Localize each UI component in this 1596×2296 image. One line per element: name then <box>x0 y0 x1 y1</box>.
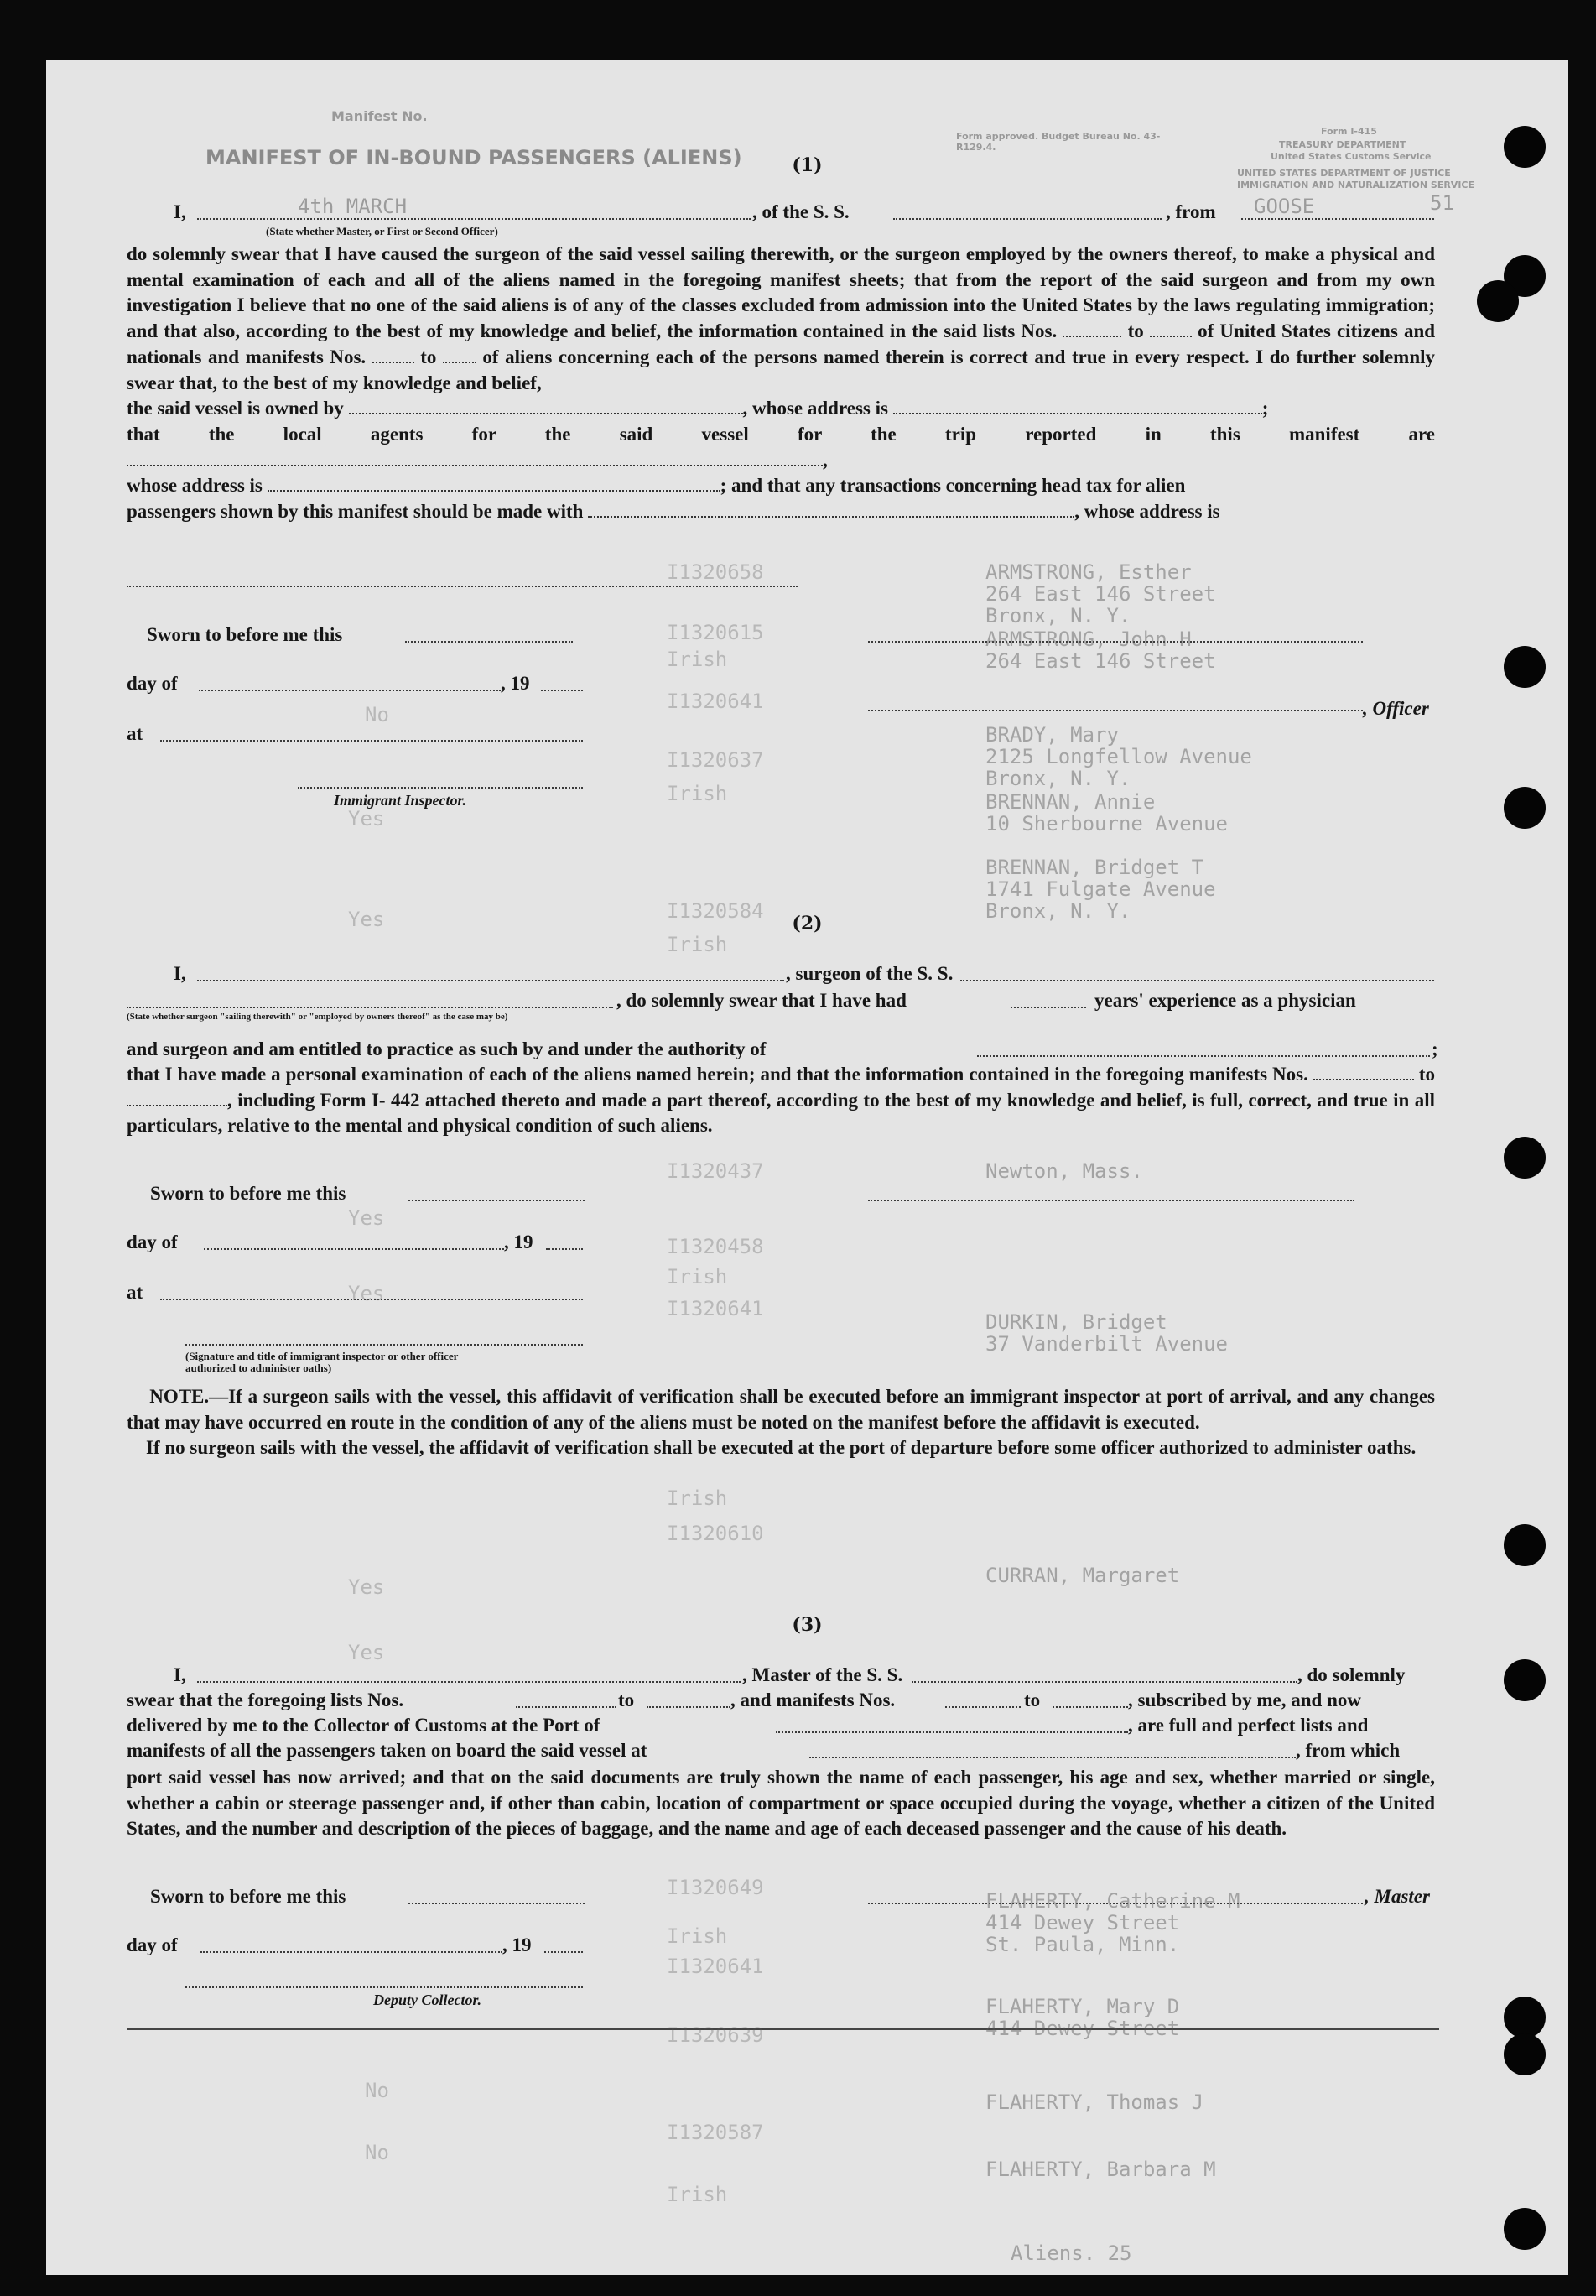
s2-authority: and surgeon and am entitled to practice as such by and under the authority of <box>127 1039 767 1059</box>
s3-year: , 19 <box>502 1934 532 1955</box>
s2-year-line <box>546 1248 583 1250</box>
s1-body-text: do solemnly swear that I have caused the surgeon of the said vessel sailing therewith, or the surgeon employed by the owners thereof, to make a physical and mental examination of each and all of the aliens named in the foregoing manifest sheets; that from the report of the said surgeon and from my own investigation I believe that no one of the said aliens is of any of the classes excluded from admission into the United States by the laws regulating immigration; and that also, according to the best of my knowledge and belief, the information contained in the said lists Nos. <box>127 243 1435 342</box>
bleed-answer: Yes <box>348 908 385 931</box>
s3-name-line <box>197 1681 741 1683</box>
s2-to: to <box>1418 1064 1436 1085</box>
bleed-number: I1320649 <box>667 1876 764 1899</box>
s3-to2-line <box>1053 1706 1128 1708</box>
s3-ship-line <box>912 1681 1297 1683</box>
s3-from: , from which <box>1296 1740 1401 1761</box>
bleed-nationality: Irish <box>667 933 728 956</box>
punch-hole <box>1504 787 1546 829</box>
s3-body: port said vessel has now arrived; and that on the said documents are truly shown the name of each passenger, his age and sex, whether married or single, whether a cabin or steerage passenger and, if other than cabin, location of compartment or space occupied during the voyage, whether a citizen of the United States, and the number and description of the pieces of baggage, and the name and age of each deceased passenger and the cause of his death. <box>127 1767 1435 1840</box>
s2-note-text: —If a surgeon sails with the vessel, this affidavit of verification shall be executed before an immigrant inspector at port of arrival, and any changes that may have occurred en route in the condition of any of the aliens must be noted on the manifest before the affidavit is executed. <box>127 1386 1435 1433</box>
s3-lists: swear that the foregoing lists Nos. <box>127 1689 404 1710</box>
s3-sworn-line <box>408 1903 585 1904</box>
s3-lists-line <box>516 1706 616 1708</box>
s3-master: , Master of the S. S. <box>742 1664 903 1685</box>
s1-owned: the said vessel is owned by <box>127 398 344 419</box>
s1-year: , 19 <box>501 673 530 694</box>
punch-hole <box>1504 1997 1546 2038</box>
section-3-number: (3) <box>792 1614 823 1636</box>
bleed-line: 10 Sherbourne Avenue <box>985 812 1228 836</box>
s1-officer-line <box>868 710 1363 711</box>
bleed-line: St. Paula, Minn. <box>985 1933 1180 1956</box>
s3-delivered: delivered by me to the Collector of Customs at the Port of <box>127 1715 600 1736</box>
bleed-line: FLAHERTY, Catherine M <box>985 1889 1240 1913</box>
bleed-line: BRENNAN, Annie <box>985 790 1156 814</box>
s1-to: to <box>1127 320 1144 342</box>
manifest-number: Manifest No. <box>331 108 428 124</box>
customs-service: United States Customs Service <box>1271 151 1432 162</box>
bleed-answer: No <box>365 703 389 726</box>
s1-citizens: of United States citizens and nationals and manifests Nos. <box>127 320 1436 367</box>
s1-of-ss: , of the S. S. <box>752 201 850 222</box>
s3-full: , are full and perfect lists and <box>1128 1715 1369 1736</box>
s1-year-line <box>541 690 583 691</box>
bleed-number: I1320610 <box>667 1522 764 1545</box>
s3-subscribed: , subscribed by me, and now <box>1128 1689 1361 1710</box>
manifest-page <box>46 60 1568 2275</box>
s2-authority-line <box>977 1055 1430 1057</box>
bleed-number: I1320637 <box>667 748 764 772</box>
bleed-number: I1320641 <box>667 1297 764 1320</box>
s3-deputy: Deputy Collector. <box>373 1991 481 2008</box>
s3-to2: to <box>1024 1689 1041 1710</box>
bleed-answer: No <box>365 2079 389 2102</box>
s2-swear: , do solemnly swear that I have had <box>616 990 907 1011</box>
s1-from-line <box>1241 218 1434 220</box>
s2-note2: If no surgeon sails with the vessel, the affidavit of verification shall be executed at the port of departure before some officer authorized to administer oaths. <box>146 1437 1417 1459</box>
s3-i: I, <box>174 1664 186 1685</box>
s1-at-line <box>160 740 583 742</box>
bleed-line: 414 Dewey Street <box>985 2017 1180 2040</box>
s1-ship-line <box>893 218 1162 220</box>
form-title: MANIFEST OF IN-BOUND PASSENGERS (ALIENS) <box>205 146 742 169</box>
s2-body <box>127 1062 1435 1139</box>
bleed-number: I1320437 <box>667 1159 764 1183</box>
s2-day-of: day of <box>127 1231 178 1252</box>
bleed-line: 264 East 146 Street <box>985 649 1216 673</box>
bleed-number: I1320615 <box>667 621 764 644</box>
s1-transactions: ; and that any transactions concerning head tax for alien <box>720 475 1186 497</box>
bleed-nationality: Irish <box>667 1486 728 1510</box>
s3-taken: manifests of all the passengers taken on board the said vessel at <box>127 1740 647 1761</box>
s2-sworn: Sworn to before me this <box>150 1183 346 1204</box>
bleed-nationality: Irish <box>667 648 728 671</box>
punch-hole <box>1504 1659 1546 1701</box>
s1-whose3: , whose address is <box>1074 501 1220 523</box>
bleed-line: ARMSTRONG, Esther <box>985 560 1192 584</box>
s3-taken-line <box>809 1757 1296 1758</box>
bleed-line: CURRAN, Margaret <box>985 1564 1180 1587</box>
bleed-line: DURKIN, Bridget <box>985 1310 1167 1334</box>
form-id: Form I-415 <box>1321 126 1377 137</box>
punch-hole <box>1504 646 1546 688</box>
s3-sworn: Sworn to before me this <box>150 1886 346 1907</box>
s2-type-line <box>127 1007 613 1008</box>
bleed-answer: Yes <box>348 1282 385 1305</box>
s1-inspector-line <box>298 787 583 789</box>
punch-hole <box>1504 2033 1546 2075</box>
s2-semicolon: ; <box>1432 1039 1438 1059</box>
s2-including: , including Form I- 442 attached thereto and made a part thereof, according to the best of my knowledge and belief, is full, correct, and true in all particulars, relative to the mental and physical condition of such aliens. <box>127 1089 1435 1137</box>
bleed-number: I1320584 <box>667 899 764 923</box>
bleed-nationality: Irish <box>667 1265 728 1289</box>
s1-caption: (State whether Master, or First or Second Officer) <box>266 225 498 237</box>
s2-ship-line <box>960 980 1434 981</box>
bleed-line: Newton, Mass. <box>985 1159 1143 1183</box>
s1-agents: that the local agents for the said vessel for the trip reported in this manifest are <box>127 423 1435 445</box>
s2-at: at <box>127 1282 143 1303</box>
s1-body: do solemnly swear that I have caused the surgeon of the said vessel sailing therewith, or the surgeon employed by the owners thereof, to make a physical and mental examination of each and all of the aliens named in the foregoing manifest sheets; that from the report of the said surgeon and from my own investigation I believe that no one of the said aliens is of any of the classes excluded from admission into the United States by the laws regulating immigration; and that also, according to the best of my knowledge and belief, the information contained in the said lists Nos. to of United States citizens and nationals and manifests Nos. to of aliens concerning each of the persons named therein is correct and true in every respect. I do further solemnly swear that, to the best of my knowledge and belief, the said vessel is owned by , whose address is ; that the local agents for the said vessel for the trip reported in this manifest are , whose address is ; and that any transactions concerning head tax for alien passengers shown by this manifest should be made with , whose address is <box>127 243 1436 523</box>
s1-sworn-line <box>405 641 573 643</box>
s2-surgeon: , surgeon of the S. S. <box>786 963 954 984</box>
s2-sig-line <box>868 1200 1354 1201</box>
s1-i: I, <box>174 201 186 222</box>
s3-deputy-line <box>185 1986 583 1988</box>
s1-from: , from <box>1166 201 1216 222</box>
s2-note <box>127 1384 1435 1461</box>
s2-sworn-line <box>408 1200 585 1201</box>
hw-date: 4th MARCH <box>298 195 408 218</box>
punch-hole <box>1504 1524 1546 1566</box>
s1-whose2: whose address is <box>127 475 263 497</box>
bleed-number: I1320639 <box>667 2023 764 2047</box>
bleed-line: Bronx, N. Y. <box>985 604 1131 627</box>
s2-day-line <box>204 1248 504 1250</box>
s1-to-2: to <box>420 346 437 367</box>
s2-signature-line <box>185 1344 583 1346</box>
s2-examination: that I have made a personal examination of each of the aliens named herein; and that the information contained in the foregoing manifests Nos. <box>127 1064 1308 1085</box>
s1-inspector: Immigrant Inspector. <box>334 792 467 809</box>
treasury-department: TREASURY DEPARTMENT <box>1279 139 1406 150</box>
bleed-line: FLAHERTY, Mary D <box>985 1995 1180 2018</box>
bleed-number: I1320641 <box>667 1955 764 1978</box>
bleed-line: 37 Vanderbilt Avenue <box>985 1332 1228 1356</box>
bleed-answer: Yes <box>348 1575 385 1599</box>
bleed-line: FLAHERTY, Barbara M <box>985 2158 1216 2181</box>
bleed-number: I1320458 <box>667 1235 764 1258</box>
s3-solemnly: , do solemnly <box>1297 1664 1406 1685</box>
bleed-line: 1741 Fulgate Avenue <box>985 877 1216 901</box>
s3-to: to <box>618 1689 635 1710</box>
s3-manifests: , and manifests Nos. <box>730 1689 896 1710</box>
s3-year-line <box>544 1951 583 1953</box>
bleed-nationality: Irish <box>667 1924 728 1948</box>
s3-day-of: day of <box>127 1934 178 1955</box>
s2-year: , 19 <box>504 1231 533 1252</box>
s3-port-line <box>776 1731 1128 1733</box>
s1-whose: , whose address is <box>742 398 888 419</box>
s2-note-label: NOTE. <box>149 1386 210 1407</box>
bleed-answer: Yes <box>348 807 385 830</box>
s1-officer-name-line <box>197 218 751 220</box>
section-2-number: (2) <box>792 913 823 935</box>
hw-from: GOOSE <box>1254 195 1315 218</box>
s1-officer: , Officer <box>1363 698 1429 719</box>
hw-year: 51 <box>1430 191 1454 215</box>
bleed-line: BRENNAN, Bridget T <box>985 856 1204 879</box>
bleed-line: ARMSTRONG, John H <box>985 627 1192 651</box>
s2-years-line <box>1011 1007 1086 1008</box>
s3-manifests-line <box>945 1706 1021 1708</box>
bleed-number: I1320587 <box>667 2121 764 2144</box>
s2-i: I, <box>174 963 186 984</box>
s3-day-line <box>200 1951 502 1953</box>
punch-hole <box>1477 280 1519 322</box>
budget-bureau: Form approved. Budget Bureau No. 43-R129.4. <box>956 131 1161 153</box>
bleed-answer: Yes <box>348 1206 385 1230</box>
bleed-line: 414 Dewey Street <box>985 1911 1180 1934</box>
punch-hole <box>1504 2208 1546 2250</box>
s2-sig-caption: (Signature and title of immigrant inspector or other officer authorized to administer oaths) <box>185 1350 459 1374</box>
s3-to-line <box>647 1706 730 1708</box>
s1-sworn: Sworn to before me this <box>147 624 343 645</box>
s1-day-of: day of <box>127 673 178 694</box>
s2-caption: (State whether surgeon "sailing therewith" or "employed by owners thereof" as the case may be) <box>127 1012 508 1022</box>
bleed-line: Bronx, N. Y. <box>985 899 1131 923</box>
bleed-nationality: Irish <box>667 2183 728 2206</box>
bleed-line: 264 East 146 Street <box>985 582 1216 606</box>
s1-at: at <box>127 723 143 744</box>
bottom-rule <box>127 2028 1439 2030</box>
bleed-line: Bronx, N. Y. <box>985 767 1131 790</box>
bleed-line: BRADY, Mary <box>985 723 1119 747</box>
s3-master-label: , Master <box>1365 1886 1430 1907</box>
bleed-number: I1320641 <box>667 690 764 713</box>
ins-service: IMMIGRATION AND NATURALIZATION SERVICE <box>1237 180 1475 190</box>
bleed-number: I1320658 <box>667 560 764 584</box>
bleed-line: 2125 Longfellow Avenue <box>985 745 1252 768</box>
s1-passengers: passengers shown by this manifest should be made with <box>127 501 584 523</box>
section-1-number: (1) <box>792 154 823 176</box>
bleed-line: Aliens. 25 <box>1011 2241 1132 2265</box>
justice-department: UNITED STATES DEPARTMENT OF JUSTICE <box>1237 168 1451 179</box>
s1-address-line <box>127 586 798 587</box>
s1-aliens: of aliens concerning each of the persons named therein is correct and true in every respect. I do further solemnly swear that, to the best of my knowledge and belief, <box>127 346 1436 393</box>
s2-name-line <box>197 980 784 981</box>
s1-day-line <box>199 690 501 691</box>
bleed-answer: No <box>365 2141 389 2164</box>
s2-years: years' experience as a physician <box>1094 990 1356 1011</box>
bleed-nationality: Irish <box>667 782 728 805</box>
punch-hole <box>1504 1137 1546 1179</box>
bleed-line: FLAHERTY, Thomas J <box>985 2090 1204 2114</box>
bleed-answer: Yes <box>348 1641 385 1664</box>
